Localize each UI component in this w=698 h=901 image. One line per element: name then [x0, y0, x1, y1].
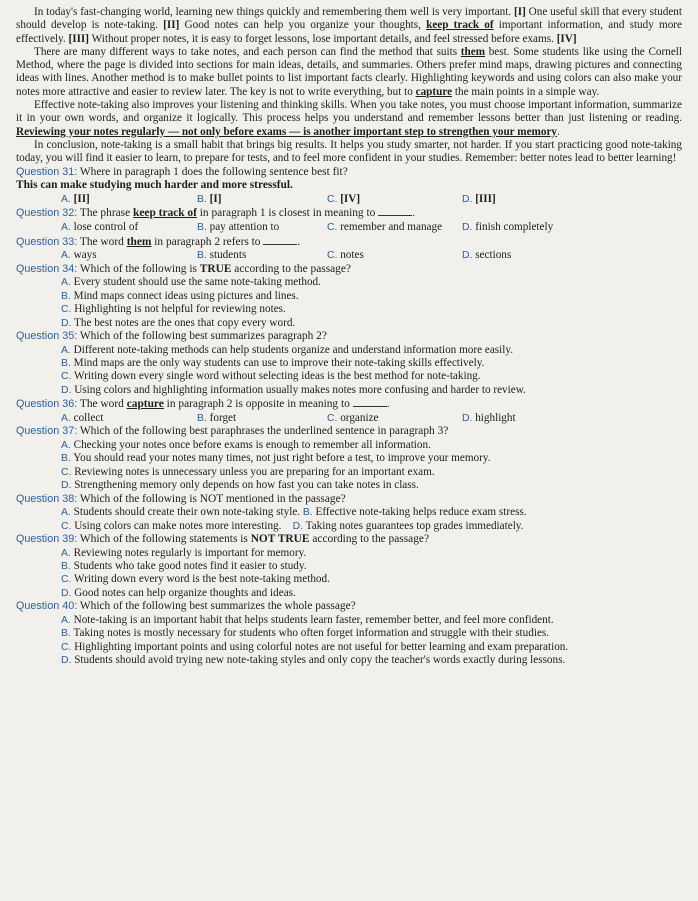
passage-paragraph-1: In today's fast-changing world, learning new things quickly and remembering them well is very important. [I] One useful skill that every student should develop is note-taking. [II] Good notes can help you organize your thoughts, keep track of important information, and study more effectively. [III] Without proper notes, it is easy to forget lessons, lose important details, and feel stressed before exams. [IV] [16, 6, 682, 45]
underlined-word: them [460, 45, 486, 58]
option-d[interactable]: D. finish completely [462, 220, 554, 233]
option-c[interactable]: C. [IV] [327, 192, 361, 205]
option-a[interactable]: A. Different note-taking methods can help students organize and understand information more easily. [61, 343, 514, 356]
passage-paragraph-2: There are many different ways to take notes, and each person can find the method that suits them best. Some students like using the Cornell Method, where the page is divided into sections for main ideas, details, and summaries. Others prefer mind maps, drawing pictures and connecting ideas with lines. Another method is to make bullet points to list important facts clearly. Highlighting keywords and using colors can also make your notes more attractive and easier to review later. The key is not to write everything, but to capture the main points in a simple way. [16, 45, 683, 98]
option-a[interactable]: A. Note-taking is an important habit that helps students learn faster, remember better, and feel more confident. [61, 613, 554, 626]
underlined-sentence: Reviewing your notes regularly — not only before exams — is another important step to strengthen your memory [16, 125, 558, 138]
question-37: Question 37: Which of the following best paraphrases the underlined sentence in paragraph 3? [16, 425, 449, 438]
option-b[interactable]: B. Taking notes is mostly necessary for students who often forget information and struggle with their studies. [61, 627, 550, 640]
option-d[interactable]: D. Students should avoid trying new note-taking styles and only copy the teacher's words exactly during lessons. [61, 654, 566, 666]
option-b[interactable]: B. Students who take good notes find it easier to study. [61, 559, 307, 572]
option-d[interactable]: D. Good notes can help organize thoughts and ideas. [61, 586, 296, 599]
option-c[interactable]: C. notes [327, 249, 364, 262]
option-c[interactable]: C. Reviewing notes is unnecessary unless you are preparing for an important exam. [61, 465, 435, 478]
question-38-options-row-1 [16, 506, 682, 519]
option-c[interactable]: C. Highlighting is not helpful for reviewing notes. [61, 303, 286, 316]
option-c[interactable]: C. Writing down every word is the best note-taking method. [61, 573, 330, 586]
question-31: Question 31: Where in paragraph 1 does the following sentence best fit? [16, 165, 348, 178]
option-b[interactable]: B. Effective note-taking helps reduce exam stress. [302, 506, 527, 519]
option-b[interactable]: B. students [197, 249, 247, 262]
option-d[interactable]: D. Strengthening memory only depends on how fast you can take notes in class. [61, 479, 419, 492]
option-a[interactable]: A. lose control of [61, 220, 139, 233]
option-b[interactable]: B. [I] [197, 192, 222, 205]
question-33-options [16, 249, 682, 263]
option-a[interactable]: A. collect [61, 411, 104, 424]
option-a[interactable]: A. Every student should use the same note-taking method. [61, 276, 321, 289]
option-a[interactable]: A. Reviewing notes regularly is important for memory. [61, 546, 307, 559]
passage-paragraph-4: In conclusion, note-taking is a small habit that brings big results. It helps you study smarter, not harder. If you start practicing good note-taking today, you will find it easier to learn, to prepare for tests, and to feel more confident in your studies. Remember: better notes lead to better learning! [16, 138, 682, 165]
option-c[interactable]: C. remember and manage [327, 220, 443, 233]
question-36: Question 36: The word capture in paragraph 2 is opposite in meaning to . [16, 398, 390, 411]
inserted-sentence: This can make studying much harder and more stressful. [16, 179, 293, 192]
question-32-options [16, 221, 682, 235]
option-c[interactable]: C. organize [327, 411, 379, 424]
option-a[interactable]: A. [II] [61, 192, 90, 205]
question-32: Question 32: The phrase keep track of in paragraph 1 is closest in meaning to . [16, 207, 416, 220]
underlined-word: capture [415, 85, 453, 98]
passage-paragraph-3: Effective note-taking also improves your listening and thinking skills. When you take notes, you must choose important information, summarize it in your own words, and organize it logically. This process helps you understand and remember lessons better than just listening or reading. Reviewing your notes regularly — not only before exams — is another important step to strengthen your memory. [16, 99, 682, 138]
answer-blank[interactable] [263, 235, 297, 245]
question-31-options [16, 193, 682, 207]
answer-blank[interactable] [378, 206, 412, 216]
option-b[interactable]: B. You should read your notes many times, not just right before a test, to improve your memory. [61, 452, 491, 465]
option-b[interactable]: B. pay attention to [197, 220, 280, 233]
option-c[interactable]: C. Using colors can make notes more interesting. [61, 519, 282, 532]
option-c[interactable]: C. Writing down every single word without selecting ideas is the best method for note-taking. [61, 370, 481, 383]
question-38-options-row-2 [16, 520, 682, 533]
question-39: Question 39: Which of the following statements is NOT TRUE according to the passage? [16, 532, 430, 545]
option-d[interactable]: D. Taking notes guarantees top grades immediately. [292, 519, 524, 532]
question-34: Question 34: Which of the following is TRUE according to the passage? [16, 262, 351, 275]
option-d[interactable]: D. The best notes are the ones that copy every word. [61, 316, 296, 329]
answer-blank[interactable] [353, 397, 387, 407]
option-a[interactable]: A. Students should create their own note-taking style. [61, 506, 301, 519]
underlined-phrase: keep track of [426, 19, 494, 32]
option-b[interactable]: B. forget [197, 411, 237, 424]
option-d[interactable]: D. highlight [462, 411, 516, 424]
question-36-options [16, 412, 682, 426]
option-c[interactable]: C. Highlighting important points and using colorful notes are not useful for better learning and exam preparation. [61, 640, 569, 653]
option-b[interactable]: B. Mind maps connect ideas using pictures and lines. [61, 289, 299, 302]
question-33: Question 33: The word them in paragraph 2 refers to . [16, 235, 301, 248]
question-35: Question 35: Which of the following best summarizes paragraph 2? [16, 329, 327, 342]
option-a[interactable]: A. ways [61, 249, 97, 262]
option-d[interactable]: D. [III] [462, 192, 496, 205]
option-a[interactable]: A. Checking your notes once before exams is enough to remember all information. [61, 438, 431, 451]
option-b[interactable]: B. Mind maps are the only way students can use to improve their note-taking skills effectively. [61, 356, 485, 369]
question-38: Question 38: Which of the following is NOT mentioned in the passage? [16, 492, 346, 505]
option-d[interactable]: D. sections [462, 249, 512, 262]
option-d[interactable]: D. Using colors and highlighting information usually makes notes more confusing and harder to review. [61, 383, 526, 396]
question-40: Question 40: Which of the following best summarizes the whole passage? [16, 600, 356, 613]
